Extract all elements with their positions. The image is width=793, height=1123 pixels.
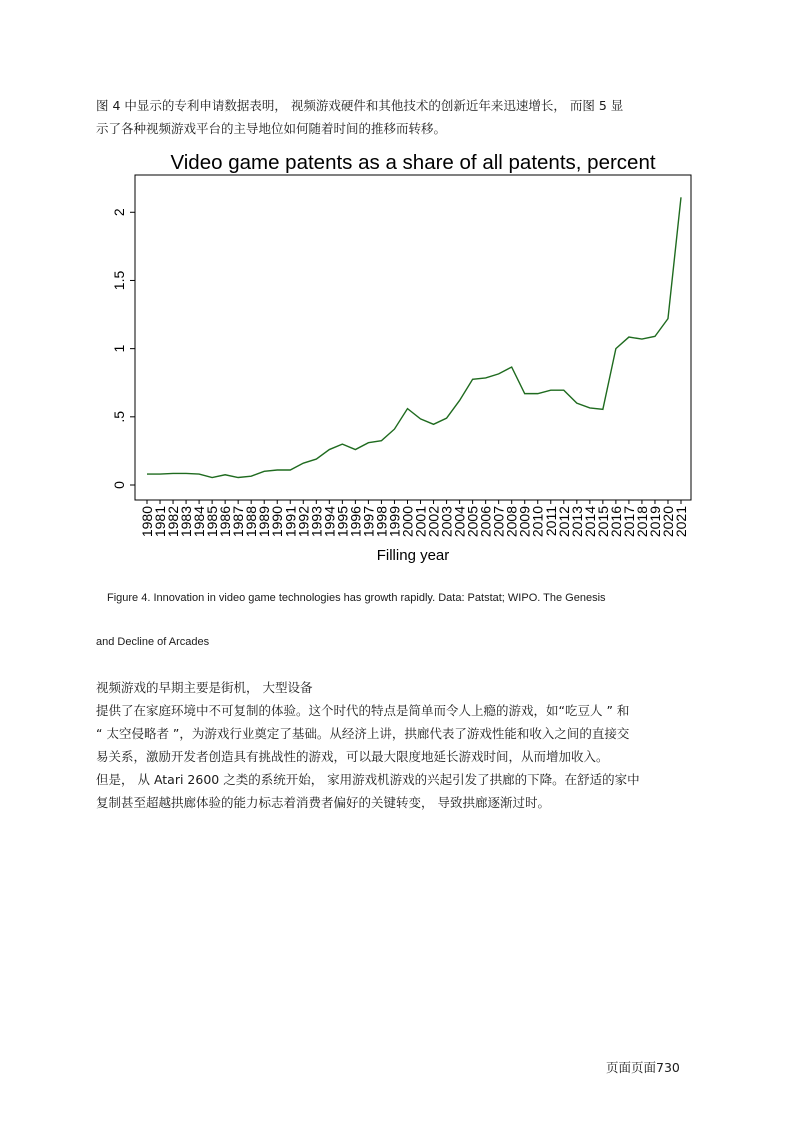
x-tick-label: 1982 — [165, 506, 182, 538]
x-tick-label: 2017 — [620, 506, 637, 538]
x-tick-label: 2000 — [399, 506, 416, 538]
y-tick-label: 1 — [111, 344, 127, 353]
y-tick-label: .5 — [111, 410, 127, 423]
body-paragraph — [96, 676, 696, 814]
x-tick-label: 2003 — [438, 506, 455, 538]
x-tick-label: 2011 — [542, 506, 559, 537]
x-axis-label: Filling year — [376, 547, 450, 564]
body-line: 视频游戏的早期主要是街机， 大型设备 — [96, 680, 313, 695]
x-tick-label: 1994 — [321, 506, 338, 538]
x-tick-label: 2006 — [477, 506, 494, 538]
data-points — [146, 196, 683, 479]
intro-line: 示了各种视频游戏平台的主导地位如何随着时间的推移而转移。 — [96, 121, 447, 136]
x-tick-label: 2013 — [568, 506, 585, 538]
y-tick-label: 0 — [111, 481, 127, 489]
x-tick-label: 1992 — [295, 506, 312, 538]
x-tick-label: 2009 — [516, 506, 533, 538]
plot-frame — [135, 175, 691, 500]
x-tick-label: 1987 — [230, 506, 247, 538]
x-tick-label: 2019 — [646, 506, 663, 538]
x-tick-label: 1988 — [243, 506, 260, 538]
x-tick-label: 2004 — [451, 506, 468, 538]
x-tick-label: 1993 — [308, 506, 325, 538]
x-tick-label: 1995 — [334, 506, 351, 538]
x-tick-label: 2020 — [659, 506, 676, 538]
x-tick-label: 2014 — [581, 505, 598, 538]
intro-paragraph — [96, 94, 696, 140]
x-axis — [139, 500, 689, 537]
x-tick-label: 2001 — [412, 506, 429, 538]
x-tick-label: 1989 — [256, 506, 273, 538]
x-tick-label: 2012 — [555, 506, 572, 538]
x-tick-label: 1991 — [282, 506, 299, 538]
x-tick-label: 2010 — [529, 506, 546, 538]
series-line — [147, 197, 681, 477]
x-tick-label: 1980 — [139, 506, 155, 538]
x-tick-label: 1997 — [360, 506, 377, 538]
x-tick-label: 2007 — [490, 506, 507, 538]
x-tick-label: 1998 — [373, 506, 390, 538]
x-tick-label: 1983 — [178, 506, 195, 538]
x-tick-label: 2021 — [673, 506, 689, 538]
x-tick-label: 1990 — [269, 506, 286, 538]
x-tick-label: 1999 — [386, 506, 403, 538]
y-tick-label: 2 — [111, 208, 127, 217]
x-tick-label: 1984 — [191, 506, 208, 538]
x-tick-label: 1985 — [204, 506, 221, 538]
y-tick-label: 1.5 — [111, 270, 127, 291]
page-number: 页面页面730 — [606, 1060, 680, 1075]
section-heading: and Decline of Arcades — [96, 636, 210, 648]
x-tick-label: 1986 — [217, 506, 234, 538]
body-line: “ 太空侵略者 ”，为游戏行业奠定了基础。从经济上讲，拱廊代表了游戏性能和收入之间的直接交 — [96, 726, 630, 741]
chart-title: Video game patents as a share of all patents, percent — [170, 151, 656, 174]
x-tick-label: 2016 — [607, 506, 624, 538]
x-tick-label: 2005 — [464, 506, 481, 538]
x-tick-label: 2018 — [633, 506, 650, 538]
x-tick-label: 1981 — [152, 506, 169, 538]
x-tick-label: 2015 — [594, 505, 611, 538]
body-line: 但是， 从 Atari 2600 之类的系统开始， 家用游戏机游戏的兴起引发了拱廊的下降。在舒适的家中 — [96, 772, 640, 787]
x-tick-label: 1996 — [347, 506, 364, 538]
x-tick-label: 2002 — [425, 506, 442, 538]
body-line: 提供了在家庭环境中不可复制的体验。这个时代的特点是简单而令人上瘾的游戏，如“吃豆人 ” 和 — [96, 703, 630, 718]
x-tick-label: 2008 — [503, 506, 520, 538]
body-line: 复制甚至超越拱廊体验的能力标志着消费者偏好的关键转变， 导致拱廊逐渐过时。 — [96, 795, 550, 810]
figure-caption: Figure 4. Innovation in video game technologies has growth rapidly. Data: Patstat; WIPO. The Genesis — [107, 592, 606, 604]
patent-share-line-chart — [100, 145, 700, 570]
intro-line: 图 4 中显示的专利申请数据表明， 视频游戏硬件和其他技术的创新近年来迅速增长， 而图 5 显 — [96, 98, 624, 113]
y-axis — [111, 208, 135, 489]
body-line: 易关系，激励开发者创造具有挑战性的游戏，可以最大限度地延长游戏时间，从而增加收入。 — [96, 749, 609, 764]
